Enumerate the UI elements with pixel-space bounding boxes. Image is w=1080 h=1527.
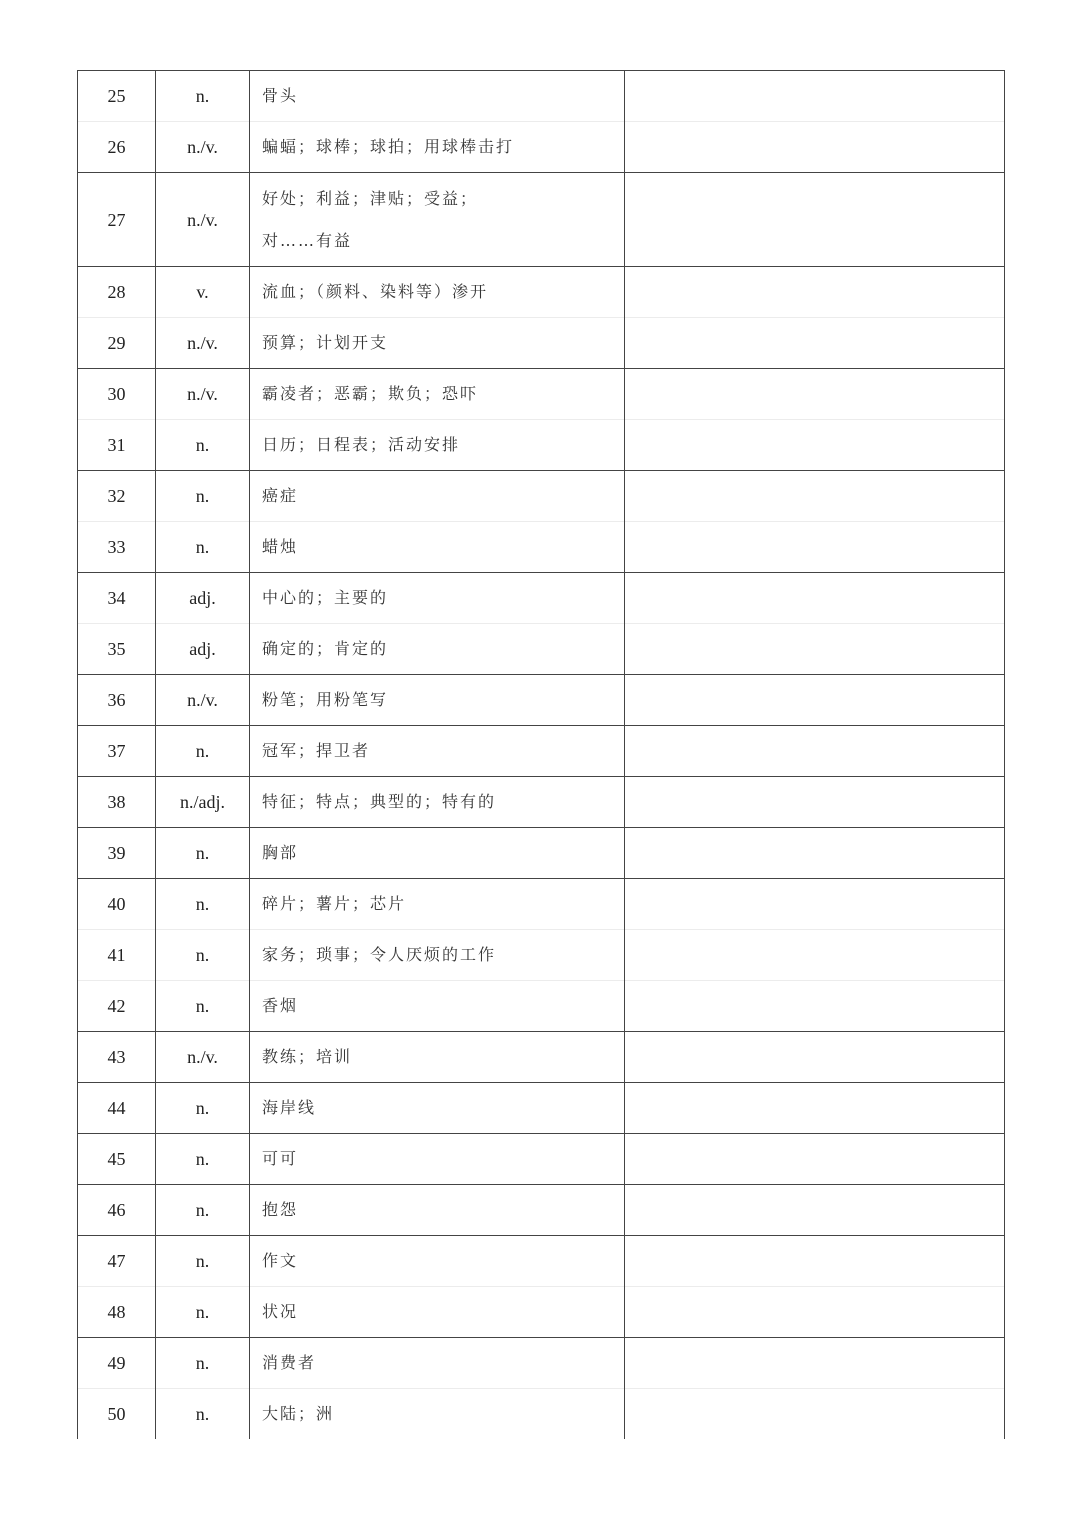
table-row <box>78 879 1005 930</box>
definition-line: 家务；琐事；令人厌烦的工作 <box>262 945 497 964</box>
definition-line: 抱怨 <box>262 1200 299 1219</box>
definition-line: 中心的；主要的 <box>262 588 389 607</box>
answer-blank-cell <box>625 777 1005 828</box>
table-row <box>78 1134 1005 1185</box>
definition <box>250 777 625 828</box>
answer-blank-cell <box>625 879 1005 930</box>
answer-blank-cell <box>625 930 1005 981</box>
entry-number: 44 <box>78 1083 156 1134</box>
table-row <box>78 1287 1005 1338</box>
answer-blank-cell <box>625 471 1005 522</box>
table-row <box>78 471 1005 522</box>
vocabulary-table <box>77 70 1005 1439</box>
definition-line: 香烟 <box>262 996 299 1015</box>
part-of-speech: n. <box>156 471 250 522</box>
definition-line: 癌症 <box>262 486 299 505</box>
definition <box>250 726 625 777</box>
table-row <box>78 777 1005 828</box>
entry-number: 30 <box>78 369 156 420</box>
definition <box>250 573 625 624</box>
definition <box>250 624 625 675</box>
entry-number: 38 <box>78 777 156 828</box>
table-row <box>78 1032 1005 1083</box>
vocabulary-table-body <box>78 71 1005 1440</box>
answer-blank-cell <box>625 675 1005 726</box>
part-of-speech: n. <box>156 1236 250 1287</box>
entry-number: 28 <box>78 267 156 318</box>
part-of-speech: n./v. <box>156 318 250 369</box>
table-row <box>78 1389 1005 1440</box>
definition <box>250 828 625 879</box>
definition-line: 消费者 <box>262 1353 317 1372</box>
entry-number: 29 <box>78 318 156 369</box>
entry-number: 34 <box>78 573 156 624</box>
part-of-speech: n. <box>156 981 250 1032</box>
definition <box>250 122 625 173</box>
answer-blank-cell <box>625 1083 1005 1134</box>
table-row <box>78 1185 1005 1236</box>
table-row <box>78 420 1005 471</box>
definition-line: 霸凌者；恶霸；欺负；恐吓 <box>262 384 479 403</box>
part-of-speech: n./v. <box>156 369 250 420</box>
definition <box>250 267 625 318</box>
entry-number: 40 <box>78 879 156 930</box>
definition <box>250 71 625 122</box>
definition-line: 好处；利益；津贴；受益； <box>262 188 479 208</box>
table-row <box>78 981 1005 1032</box>
definition-line: 作文 <box>262 1251 299 1270</box>
table-row <box>78 726 1005 777</box>
definition-line: 冠军；捍卫者 <box>262 741 371 760</box>
answer-blank-cell <box>625 122 1005 173</box>
definition-line: 状况 <box>262 1302 299 1321</box>
definition-line: 大陆；洲 <box>262 1404 335 1423</box>
definition-line: 流血；（颜料、染料等）渗开 <box>262 282 489 301</box>
answer-blank-cell <box>625 1185 1005 1236</box>
definition-line: 骨头 <box>262 86 299 105</box>
definition-line: 胸部 <box>262 843 299 862</box>
table-row <box>78 624 1005 675</box>
entry-number: 32 <box>78 471 156 522</box>
answer-blank-cell <box>625 267 1005 318</box>
definition <box>250 1338 625 1389</box>
part-of-speech: n./v. <box>156 173 250 267</box>
part-of-speech: n./adj. <box>156 777 250 828</box>
definition <box>250 173 625 267</box>
part-of-speech: n. <box>156 71 250 122</box>
table-row <box>78 930 1005 981</box>
definition-line: 预算；计划开支 <box>262 333 389 352</box>
definition <box>250 1389 625 1440</box>
table-row <box>78 1338 1005 1389</box>
table-row <box>78 318 1005 369</box>
definition-line: 蜡烛 <box>262 537 299 556</box>
definition-line: 确定的；肯定的 <box>262 639 389 658</box>
answer-blank-cell <box>625 1287 1005 1338</box>
answer-blank-cell <box>625 981 1005 1032</box>
definition <box>250 522 625 573</box>
entry-number: 47 <box>78 1236 156 1287</box>
entry-number: 43 <box>78 1032 156 1083</box>
part-of-speech: adj. <box>156 573 250 624</box>
entry-number: 45 <box>78 1134 156 1185</box>
entry-number: 42 <box>78 981 156 1032</box>
entry-number: 46 <box>78 1185 156 1236</box>
part-of-speech: n./v. <box>156 1032 250 1083</box>
part-of-speech: n. <box>156 1389 250 1440</box>
definition <box>250 1287 625 1338</box>
definition-line: 粉笔；用粉笔写 <box>262 690 389 709</box>
answer-blank-cell <box>625 1389 1005 1440</box>
table-row <box>78 828 1005 879</box>
part-of-speech: v. <box>156 267 250 318</box>
part-of-speech: n. <box>156 420 250 471</box>
table-row <box>78 71 1005 122</box>
table-row <box>78 1236 1005 1287</box>
answer-blank-cell <box>625 420 1005 471</box>
definition-line: 教练；培训 <box>262 1047 353 1066</box>
definition-line: 碎片；薯片；芯片 <box>262 894 407 913</box>
table-row <box>78 675 1005 726</box>
answer-blank-cell <box>625 71 1005 122</box>
entry-number: 36 <box>78 675 156 726</box>
answer-blank-cell <box>625 522 1005 573</box>
definition <box>250 318 625 369</box>
definition-line: 日历；日程表；活动安排 <box>262 435 461 454</box>
table-row <box>78 522 1005 573</box>
table-row <box>78 369 1005 420</box>
definition <box>250 369 625 420</box>
entry-number: 37 <box>78 726 156 777</box>
part-of-speech: n. <box>156 828 250 879</box>
answer-blank-cell <box>625 573 1005 624</box>
part-of-speech: n./v. <box>156 122 250 173</box>
definition <box>250 1083 625 1134</box>
entry-number: 48 <box>78 1287 156 1338</box>
part-of-speech: adj. <box>156 624 250 675</box>
entry-number: 26 <box>78 122 156 173</box>
answer-blank-cell <box>625 624 1005 675</box>
table-row <box>78 267 1005 318</box>
definition <box>250 675 625 726</box>
part-of-speech: n. <box>156 1287 250 1338</box>
answer-blank-cell <box>625 318 1005 369</box>
entry-number: 50 <box>78 1389 156 1440</box>
entry-number: 33 <box>78 522 156 573</box>
definition <box>250 471 625 522</box>
answer-blank-cell <box>625 726 1005 777</box>
definition <box>250 1032 625 1083</box>
definition-line: 海岸线 <box>262 1098 317 1117</box>
part-of-speech: n. <box>156 522 250 573</box>
answer-blank-cell <box>625 1032 1005 1083</box>
definition-line: 可可 <box>262 1149 299 1168</box>
definition <box>250 879 625 930</box>
table-row <box>78 122 1005 173</box>
table-row <box>78 1083 1005 1134</box>
entry-number: 39 <box>78 828 156 879</box>
definition <box>250 1185 625 1236</box>
definition <box>250 420 625 471</box>
definition-line: 特征；特点；典型的；特有的 <box>262 792 497 811</box>
definition <box>250 1134 625 1185</box>
answer-blank-cell <box>625 369 1005 420</box>
entry-number: 25 <box>78 71 156 122</box>
entry-number: 31 <box>78 420 156 471</box>
definition <box>250 981 625 1032</box>
table-row <box>78 573 1005 624</box>
definition-line: 对……有益 <box>262 230 353 250</box>
part-of-speech: n. <box>156 1338 250 1389</box>
entry-number: 49 <box>78 1338 156 1389</box>
part-of-speech: n. <box>156 1134 250 1185</box>
entry-number: 41 <box>78 930 156 981</box>
definition <box>250 930 625 981</box>
definition-line: 蝙蝠；球棒；球拍；用球棒击打 <box>262 137 515 156</box>
answer-blank-cell <box>625 828 1005 879</box>
answer-blank-cell <box>625 173 1005 267</box>
entry-number: 35 <box>78 624 156 675</box>
definition <box>250 1236 625 1287</box>
part-of-speech: n. <box>156 1083 250 1134</box>
part-of-speech: n./v. <box>156 675 250 726</box>
answer-blank-cell <box>625 1134 1005 1185</box>
entry-number: 27 <box>78 173 156 267</box>
answer-blank-cell <box>625 1338 1005 1389</box>
part-of-speech: n. <box>156 879 250 930</box>
part-of-speech: n. <box>156 930 250 981</box>
part-of-speech: n. <box>156 1185 250 1236</box>
answer-blank-cell <box>625 1236 1005 1287</box>
table-row <box>78 173 1005 267</box>
part-of-speech: n. <box>156 726 250 777</box>
